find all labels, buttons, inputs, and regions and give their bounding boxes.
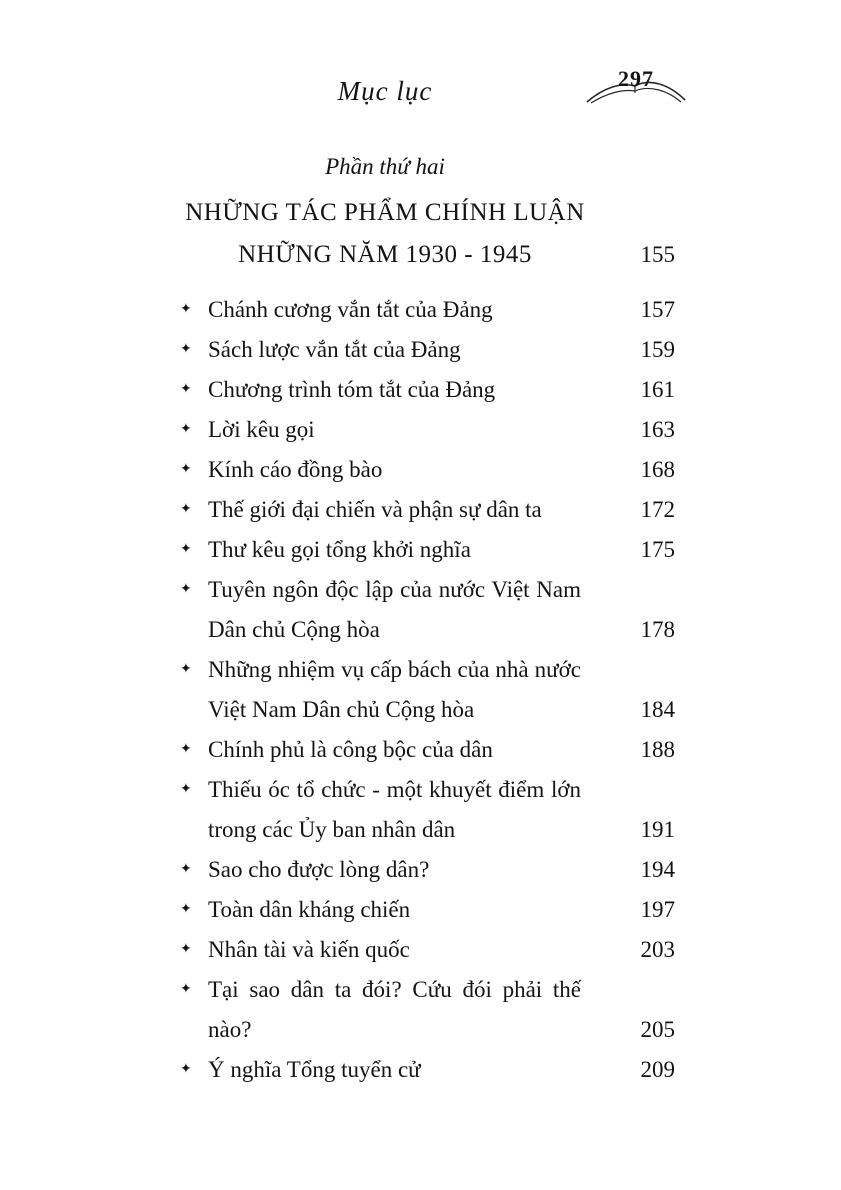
toc-entry-page: 205 xyxy=(640,1017,675,1042)
toc-entry-page: 161 xyxy=(640,377,675,402)
part-label: Phần thứ hai xyxy=(325,154,445,179)
toc-entry-page: 178 xyxy=(640,617,675,642)
toc-entry-page: 197 xyxy=(640,897,675,922)
star-bullet-icon: ✦ xyxy=(180,502,192,517)
toc-entry-page: 159 xyxy=(640,337,675,362)
toc-entry-page: 191 xyxy=(640,817,675,842)
star-bullet-icon: ✦ xyxy=(180,542,192,557)
star-bullet-icon: ✦ xyxy=(180,662,192,677)
star-bullet-icon: ✦ xyxy=(180,582,192,597)
toc-entry-title: Thiếu óc tổ chức - một khuyết điểm lớn trong các Ủy ban nhân dân xyxy=(208,777,581,842)
toc-entry-title: Tại sao dân ta đói? Cứu đói phải thế nào? xyxy=(208,977,581,1042)
section-title-row xyxy=(180,234,675,276)
toc-entry-page: 203 xyxy=(640,937,675,962)
toc-entry xyxy=(180,530,675,570)
toc-entry-title: Toàn dân kháng chiến xyxy=(208,897,411,922)
toc-entry-page: 168 xyxy=(640,457,675,482)
section-title-page: 155 xyxy=(640,242,675,267)
page-header xyxy=(180,66,675,116)
running-title: Mục lục xyxy=(337,76,433,106)
toc-entry-title: Tuyên ngôn độc lập của nước Việt Nam Dân chủ Cộng hòa xyxy=(208,577,581,642)
toc-entry-page: 188 xyxy=(640,737,675,762)
toc-entry-page: 157 xyxy=(640,297,675,322)
star-bullet-icon: ✦ xyxy=(180,902,192,917)
toc-entry xyxy=(180,570,675,650)
toc-entry xyxy=(180,650,675,730)
toc-entry xyxy=(180,370,675,410)
toc-entry xyxy=(180,290,675,330)
toc-entry-title: Những nhiệm vụ cấp bách của nhà nước Việt Nam Dân chủ Cộng hòa xyxy=(208,657,581,722)
toc-entry-page: 209 xyxy=(640,1057,675,1082)
star-bullet-icon: ✦ xyxy=(180,862,192,877)
section-title-line2: NHỮNG NĂM 1930 - 1945 xyxy=(238,241,532,268)
star-bullet-icon: ✦ xyxy=(180,422,192,437)
star-bullet-icon: ✦ xyxy=(180,342,192,357)
star-bullet-icon: ✦ xyxy=(180,982,192,997)
page-content xyxy=(180,66,675,1090)
toc-entry xyxy=(180,890,675,930)
toc-entry-title: Lời kêu gọi xyxy=(208,417,315,442)
toc-entry xyxy=(180,930,675,970)
toc-entry-page: 194 xyxy=(640,857,675,882)
toc-entry xyxy=(180,970,675,1050)
toc-entry xyxy=(180,450,675,490)
toc-entry xyxy=(180,410,675,450)
toc-entry-title: Chánh cương vắn tắt của Đảng xyxy=(208,297,493,322)
toc-entry-page: 184 xyxy=(640,697,675,722)
toc-entry-title: Chính phủ là công bộc của dân xyxy=(208,737,493,762)
toc-entry-title: Thế giới đại chiến và phận sự dân ta xyxy=(208,497,542,522)
toc-entry-title: Sách lược vắn tắt của Đảng xyxy=(208,337,461,362)
star-bullet-icon: ✦ xyxy=(180,1062,192,1077)
toc-entry-page: 172 xyxy=(640,497,675,522)
star-bullet-icon: ✦ xyxy=(180,302,192,317)
star-bullet-icon: ✦ xyxy=(180,782,192,797)
toc-entry xyxy=(180,490,675,530)
toc-entry-title: Chương trình tóm tắt của Đảng xyxy=(208,377,496,402)
toc-entry-title: Sao cho được lòng dân? xyxy=(208,857,430,882)
star-bullet-icon: ✦ xyxy=(180,742,192,757)
page-number: 297 xyxy=(618,66,654,91)
toc-entry xyxy=(180,770,675,850)
toc-entry-title: Kính cáo đồng bào xyxy=(208,457,383,482)
toc-entry-title: Nhân tài và kiến quốc xyxy=(208,937,410,962)
toc-entry-page: 163 xyxy=(640,417,675,442)
toc-entry xyxy=(180,850,675,890)
toc-entry xyxy=(180,330,675,370)
toc-entry-title: Thư kêu gọi tổng khởi nghĩa xyxy=(208,537,471,562)
section-title-line1: NHỮNG TÁC PHẨM CHÍNH LUẬN xyxy=(185,199,585,226)
toc-entry-title: Ý nghĩa Tổng tuyển cử xyxy=(208,1057,421,1082)
toc-entry xyxy=(180,1050,675,1090)
toc-entry-page: 175 xyxy=(640,537,675,562)
toc-list xyxy=(180,290,675,1090)
star-bullet-icon: ✦ xyxy=(180,942,192,957)
star-bullet-icon: ✦ xyxy=(180,382,192,397)
toc-entry xyxy=(180,730,675,770)
star-bullet-icon: ✦ xyxy=(180,462,192,477)
page-corner xyxy=(585,66,687,110)
